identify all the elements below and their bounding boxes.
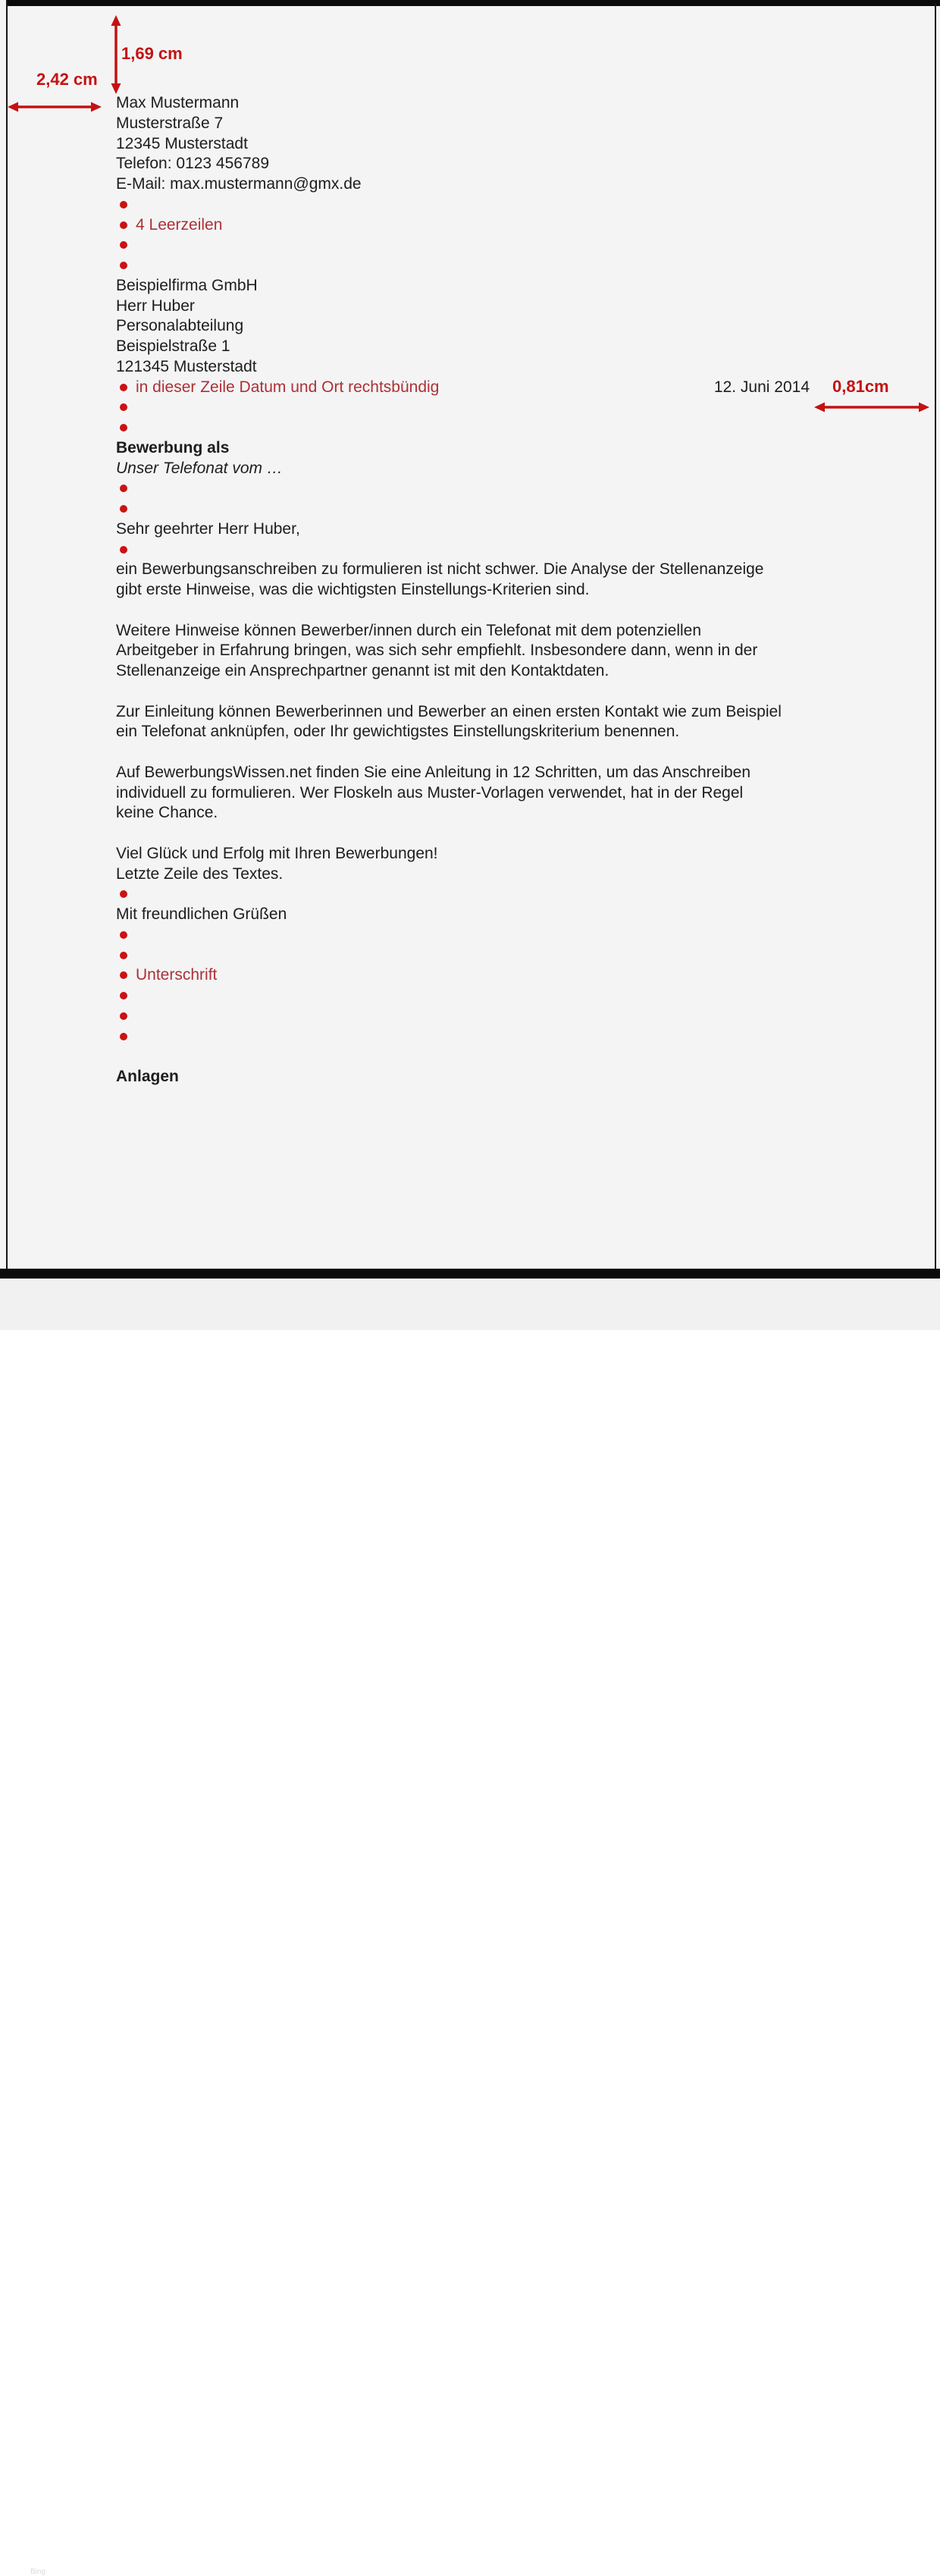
letter-text-line — [116, 905, 940, 925]
line-text: 121345 Musterstadt — [116, 357, 257, 375]
letter-text-line — [116, 337, 940, 357]
left-margin-arrow-icon — [8, 100, 102, 114]
letter-text-line — [116, 641, 940, 661]
page-border-left — [6, 0, 8, 1269]
date-annotation-line — [116, 378, 940, 398]
letter-text-line — [116, 803, 940, 824]
letter-text-line — [116, 357, 940, 378]
empty-line-bullet-icon — [120, 546, 127, 554]
empty-line-marker — [116, 884, 940, 905]
line-text: Auf BewerbungsWissen.net finden Sie eine Anleitung in 12 Schritten, um das Anschreiben — [116, 763, 751, 781]
line-text: Beispielfirma GmbH — [116, 276, 258, 294]
letter-text-line — [116, 580, 940, 601]
empty-line-bullet-icon — [120, 1012, 127, 1020]
empty-line-bullet-icon — [120, 952, 127, 959]
empty-line-marker — [116, 986, 940, 1006]
empty-line-bullet-icon — [120, 971, 127, 979]
empty-line-bullet-icon — [120, 992, 127, 999]
line-text: Herr Huber — [116, 297, 195, 315]
watermark-text: Bing — [30, 2568, 46, 2576]
line-text: Musterstraße 7 — [116, 114, 224, 132]
line-text: Viel Glück und Erfolg mit Ihren Bewerbungen! — [116, 844, 438, 862]
line-text: Letzte Zeile des Textes. — [116, 864, 284, 883]
line-text: Stellenanzeige ein Ansprechpartner genannt ist mit den Kontaktdaten. — [116, 662, 609, 679]
empty-line-bullet-icon — [120, 201, 127, 209]
blank-line — [116, 601, 940, 621]
blank-line — [116, 682, 940, 702]
line-text: Personalabteilung — [116, 317, 244, 335]
empty-line-bullet-icon — [120, 931, 127, 939]
empty-line-marker — [116, 256, 940, 276]
empty-line-marker — [116, 925, 940, 946]
letter-subject-line — [116, 459, 940, 479]
line-text: Arbeitgeber in Erfahrung bringen, was sich sehr empfiehlt. Insbesondere dann, wenn in der — [116, 642, 758, 660]
empty-line-bullet-icon — [120, 485, 127, 492]
empty-line-marker — [116, 540, 940, 560]
letter-text-line — [116, 316, 940, 337]
line-text: Sehr geehrter Herr Huber, — [116, 519, 300, 538]
footer-strip — [0, 1279, 940, 2576]
empty-line-marker — [116, 195, 940, 215]
line-text: Mit freundlichen Grüßen — [116, 905, 287, 923]
line-text: ein Telefonat anknüpfen, oder Ihr gewichtigstes Einstellungskriterium benennen. — [116, 723, 680, 741]
line-text: ein Bewerbungsanschreiben zu formulieren ist nicht schwer. Die Analyse der Stellenanzeige — [116, 560, 764, 579]
line-text: Zur Einleitung können Bewerberinnen und Bewerber an einen ersten Kontakt wie zum Beispiel — [116, 702, 782, 720]
empty-line-marker — [116, 946, 940, 966]
letter-text-line — [116, 134, 940, 155]
line-text: Weitere Hinweise können Bewerber/innen durch ein Telefonat mit dem potenziellen — [116, 621, 702, 639]
letter-text-line — [116, 154, 940, 174]
blank-line — [116, 1046, 940, 1067]
empty-line-marker — [116, 397, 940, 418]
line-text: gibt erste Hinweise, was die wichtigsten Einstellungs-Kriterien sind. — [116, 581, 590, 598]
letter-text-line — [116, 702, 940, 723]
line-text: Max Mustermann — [116, 94, 240, 111]
letter-text-line — [116, 114, 940, 134]
letter-text-line — [116, 560, 940, 580]
letter-text-line — [116, 783, 940, 804]
empty-line-bullet-icon — [120, 403, 127, 411]
empty-line-bullet-icon — [120, 262, 127, 269]
annotation-line — [116, 215, 940, 236]
letter-text-line — [116, 621, 940, 642]
empty-line-marker — [116, 478, 940, 499]
empty-line-bullet-icon — [120, 384, 127, 391]
line-text: 4 Leerzeilen — [136, 215, 223, 234]
empty-line-bullet-icon — [120, 1033, 127, 1040]
line-text: Telefon: 0123 456789 — [116, 155, 270, 173]
empty-line-marker — [116, 499, 940, 519]
letter-date: 12. Juni 2014 — [713, 378, 810, 396]
letter-text-line — [116, 661, 940, 682]
annotation-line — [116, 965, 940, 986]
left-margin-label: 2,42 cm — [36, 70, 98, 89]
line-text: E-Mail: max.mustermann@gmx.de — [116, 175, 362, 193]
letter-text-line — [116, 722, 940, 742]
letter-text-line — [116, 297, 940, 317]
empty-line-bullet-icon — [120, 221, 127, 229]
letter-text-line — [116, 763, 940, 783]
empty-line-marker — [116, 1027, 940, 1047]
page-border-top — [6, 0, 940, 6]
letter-text-line — [116, 276, 940, 297]
letter-text-line — [116, 519, 940, 540]
letter-body — [116, 93, 940, 1087]
empty-line-bullet-icon — [120, 424, 127, 431]
empty-line-marker — [116, 418, 940, 438]
page-border-bottom — [0, 1269, 940, 1279]
right-margin-label: 0,81cm — [832, 377, 889, 396]
line-text: 12345 Musterstadt — [116, 134, 248, 152]
blank-line — [116, 742, 940, 763]
empty-line-bullet-icon — [120, 890, 127, 898]
letter-text-line — [116, 93, 940, 114]
line-text: Beispielstraße 1 — [116, 337, 230, 355]
empty-line-bullet-icon — [120, 241, 127, 249]
letter-heading-line — [116, 1067, 940, 1087]
top-margin-label: 1,69 cm — [121, 44, 183, 63]
line-text: Unser Telefonat vom … — [116, 459, 283, 477]
blank-line — [116, 824, 940, 844]
line-text: Bewerbung als — [116, 438, 230, 457]
line-text: in dieser Zeile Datum und Ort rechtsbündig — [136, 378, 440, 396]
letter-text-line — [116, 844, 940, 864]
letter-heading-line — [116, 438, 940, 459]
letter-text-line — [116, 174, 940, 195]
empty-line-bullet-icon — [120, 505, 127, 513]
line-text: individuell zu formulieren. Wer Floskeln aus Muster-Vorlagen verwendet, hat in der Regel — [116, 783, 744, 802]
line-text: Unterschrift — [136, 966, 218, 984]
empty-line-marker — [116, 235, 940, 256]
empty-line-marker — [116, 1006, 940, 1027]
line-text: Anlagen — [116, 1068, 179, 1085]
letter-text-line — [116, 864, 940, 885]
line-text: keine Chance. — [116, 804, 218, 822]
